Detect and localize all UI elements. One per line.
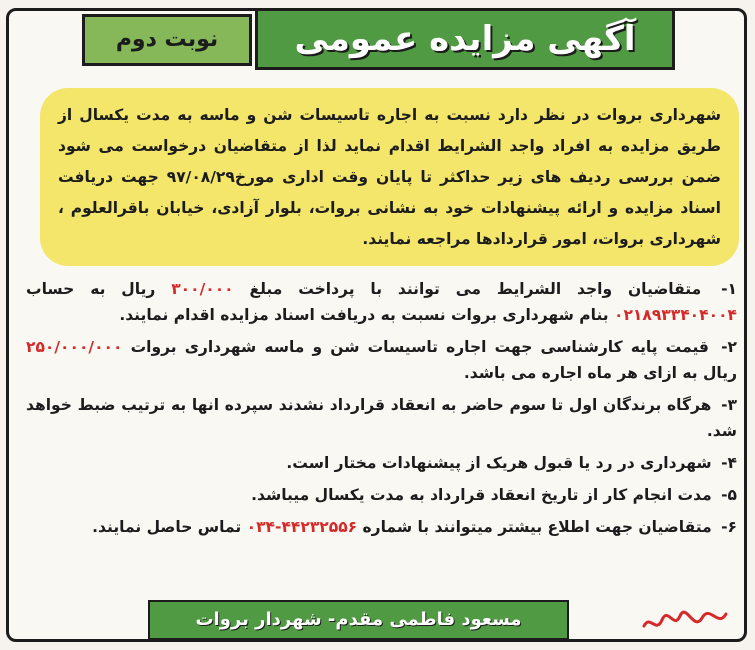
condition-item-3 [26,392,737,444]
signature-bar: مسعود فاطمی مقدم- شهردار بروات [148,600,569,640]
item-number: ۴- [721,454,737,472]
item-text-pre: قیمت پایه کارشناسی جهت اجاره تاسیسات شن و ماسه شهرداری بروات [130,338,709,356]
handwritten-mark-icon [640,604,730,638]
condition-item-6 [26,514,737,540]
announcement-title: آگهی مزایده عمومی [255,8,675,70]
item-text-mid: ریال به حساب [26,280,156,298]
bank-account-number: ۰۲۱۸۹۳۳۴۰۴۰۰۴ [614,306,737,324]
item-number: ۶- [721,518,737,536]
item-text-pre: متقاضیان جهت اطلاع بیشتر میتوانند با شماره [362,518,712,536]
item-number: ۳- [721,396,737,414]
condition-item-1 [26,276,737,328]
base-price-amount: ۲۵۰/۰۰۰/۰۰۰ [26,338,123,356]
condition-item-4 [26,450,737,476]
intro-paragraph: شهرداری بروات در نظر دارد نسبت به اجاره تاسیسات شن و ماسه به مدت یکسال از طریق مزایده به افراد واجد الشرایط اقدام نماید لذا از متقاضیان درخواست می شود ضمن بررسی ردیف های زیر حداکثر تا پایان وقت اداری مورخ۹۷/۰۸/۲۹ جهت دریافت اسناد مزایده و ارائه پیشنهادات خود به نشانی بروات، بلوار آزادی، خیابان باقرالعلوم ، شهرداری بروات، امور قراردادها مراجعه نمایند. [40,88,739,266]
item-text-post: تماس حاصل نمایند. [92,518,242,536]
item-number: ۲- [721,338,737,356]
item-number: ۵- [721,486,737,504]
item-number: ۱- [721,280,737,298]
item-text: شهرداری در رد یا قبول هریک از پیشنهادات مختار است. [286,454,712,472]
item-text: مدت انجام کار از تاریخ انعقاد قرارداد به مدت یکسال میباشد. [251,486,712,504]
conditions-list [26,276,737,546]
round-badge: نوبت دوم [82,14,252,66]
item-text-post: ریال به ازای هر ماه اجاره می باشد. [463,364,737,382]
item-text-post: بنام شهرداری بروات نسبت به دریافت اسناد مزایده اقدام نمایند. [119,306,609,324]
item-text: هرگاه برندگان اول تا سوم حاضر به انعقاد قرارداد نشدند سپرده انها به ترتیب ضبط خواهد شد. [26,396,737,440]
announcement-header [82,8,675,70]
condition-item-2 [26,334,737,386]
condition-item-5 [26,482,737,508]
document-fee-amount: ۳۰۰/۰۰۰ [171,280,234,298]
item-text-pre: متقاضیان واجد الشرایط می توانند با پرداخت مبلغ [249,280,702,298]
contact-phone-number: ۰۳۴-۴۴۲۳۲۵۵۶ [246,518,358,536]
